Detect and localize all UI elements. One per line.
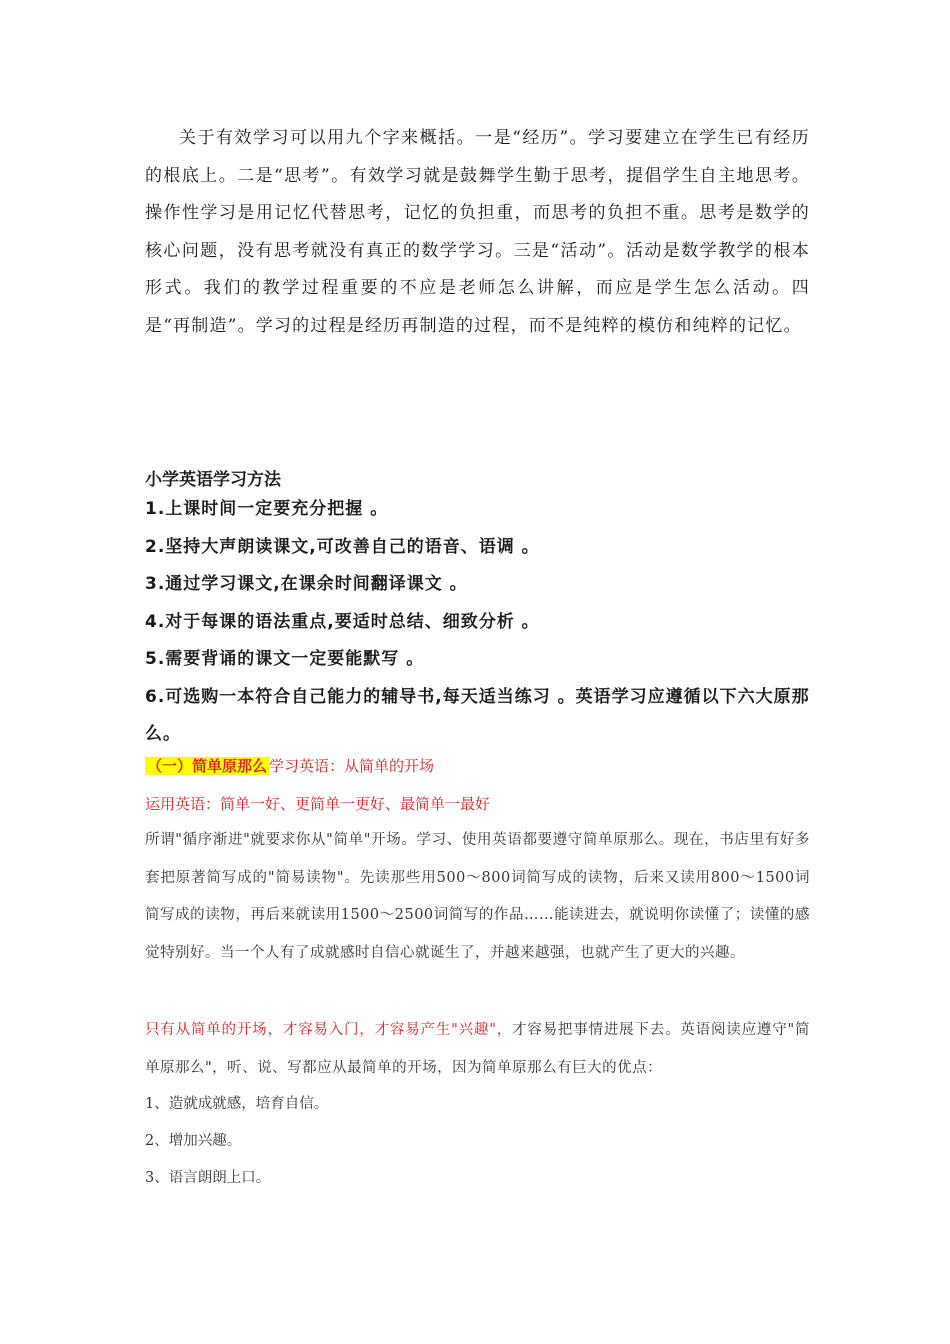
principle-paragraph: 所谓"循序渐进"就要求你从"简单"开场。学习、使用英语都要遵守简单原那么。现在，书店里有好多套把原著简写成的"简易读物"。先读那些用500～800词简写成的读物，后来又读用800～1500词简写成的读物，再后来就读用1500～2500词简写的作品……能读进去，就说明你读懂了；读懂的感觉特别好。当一个人有了成就感时自信心就诞生了，并越来越强，也就产生了更大的兴趣。 xyxy=(145,832,810,961)
method-item: 6.可选购一本符合自己能力的辅导书,每天适当练习 。英语学习应遵循以下六大原那么。 xyxy=(145,686,810,744)
method-item: 2.坚持大声朗读课文,可改善自己的语音、语调 。 xyxy=(145,536,540,557)
advantage-item: 2、增加兴趣。 xyxy=(145,1133,242,1149)
intro-paragraph: 关于有效学习可以用九个字来概括。一是“经历”。学习要建立在学生已有经历的根底上。二是“思考”。有效学习就是鼓舞学生勤于思考，提倡学生自主地思考。操作性学习是用记忆代替思考，记忆的负担重，而思考的负担不重。思考是数学的核心问题，没有思考就没有真正的数学学习。三是“活动”。活动是数学教学的根本形式。我们的教学过程重要的不应是老师怎么讲解，而应是学生怎么活动。四是“再制造”。学习的过程是经历再制造的过程，而不是纯粹的模仿和纯粹的记忆。 xyxy=(145,128,810,336)
paragraph-rest: 才容易把事情进展下去。英语阅读应遵守"简单原那么"，听、说、写都应从最简单的开场，因为简单原那么有巨大的优点： xyxy=(145,1022,810,1076)
method-item: 4.对于每课的语法重点,要适时总结、细致分析 。 xyxy=(145,611,540,632)
principle-label: （一）简单原那么 xyxy=(147,757,268,775)
intro-section xyxy=(145,120,810,345)
principle-paragraph-2 xyxy=(145,1012,810,1087)
paragraph-red-phrase: 只有从简单的开场，才容易入门，才容易产生"兴趣"， xyxy=(145,1022,512,1038)
method-item: 5.需要背诵的课文一定要能默写 。 xyxy=(145,649,425,669)
advantage-item: 3、语言朗朗上口。 xyxy=(145,1170,271,1186)
advantage-item: 1、造就成就感，培育自信。 xyxy=(145,1096,329,1112)
principle-subtitle: 学习英语：从简单的开场 xyxy=(269,757,435,775)
methods-list xyxy=(145,491,810,754)
method-item: 1.上课时间一定要充分把握 。 xyxy=(145,499,389,519)
method-item: 3.通过学习课文,在课余时间翻译课文 。 xyxy=(145,574,468,594)
section-heading: 小学英语学习方法 xyxy=(145,470,281,490)
principle-red-line: 运用英语：简单一好、更简单一更好、最简单一最好 xyxy=(145,795,491,813)
principle-title-row xyxy=(145,754,434,778)
